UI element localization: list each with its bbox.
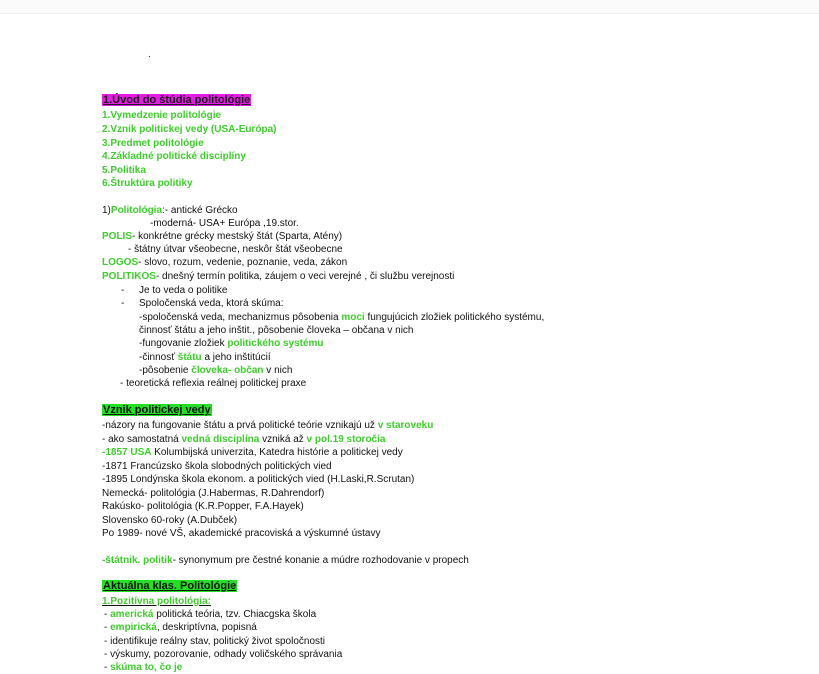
bullet-dash: - (121, 285, 125, 296)
statnik-line (102, 554, 469, 567)
pozitivna-line (104, 608, 316, 621)
vznik-line: -1871 Francúzsko škola slobodných politických vied (102, 461, 332, 472)
term-vedna-disciplina: vedná disciplína (181, 434, 260, 445)
reflexia-line: - teoretická reflexia reálnej politickej praxe (120, 378, 307, 389)
term-politologia: Politológia (110, 205, 163, 216)
text: - (104, 622, 111, 633)
pozitivna-line (104, 621, 257, 634)
section1-item: 3.Predmet politológie (102, 138, 204, 149)
section1-item: 4.Základné politické disciplíny (102, 151, 246, 162)
section1-item: 5.Politika (102, 165, 146, 176)
text: politická teória, tzv. Chiacgska škola (153, 609, 317, 620)
section3-title: Aktuálna klas. Politológie (103, 580, 237, 592)
text: - konkrétne grécky mestský štát (Sparta, Atény) (132, 231, 343, 242)
bullet-dash: - (121, 298, 125, 309)
text: vzniká až (259, 434, 307, 445)
section1-item: 6.Štruktúra politiky (102, 178, 193, 189)
term-cloveka-obcan: človeka- občan (191, 365, 264, 376)
section2-heading (102, 404, 212, 417)
term-empiricka: empirická (110, 622, 157, 633)
text: - synonymum pre čestné konanie a múdre rozhodovanie v propech (172, 555, 469, 566)
text: a jeho inštitúcií (201, 352, 271, 363)
skuma-line (139, 364, 292, 377)
skuma-line (139, 311, 544, 324)
text: - dnešný termín politika, záujem o veci verejné , či službu verejnosti (155, 271, 455, 282)
text: -názory na fungovanie štátu a prvá politické teórie vznikajú už (102, 420, 378, 431)
bullet-line: Spoločenská veda, ktorá skúma: (139, 298, 284, 309)
subtitle-pozitivna: 1.Pozitívna politológia: (102, 596, 211, 607)
text: , deskriptívna, popisná (156, 622, 257, 633)
logos-line (102, 256, 347, 269)
term-politikos: POLITIKOS (102, 271, 156, 282)
polis-line (102, 230, 342, 243)
section1-item: 1.Vymedzenie politológie (102, 110, 222, 121)
text: - (104, 662, 111, 673)
text: Kolumbijská univerzita, Katedra histórie a politickej vedy (151, 447, 403, 458)
vznik-line: Slovensko 60-roky (A.Dubček) (102, 515, 238, 526)
text: 1) (102, 205, 111, 216)
term-moci: moci (341, 312, 365, 323)
vznik-line: Po 1989- nové VŠ, akademické pracoviská a výskumné ústavy (102, 528, 381, 539)
term-staroveku: v staroveku (377, 420, 434, 431)
vznik-line: Nemecká- politológia (J.Habermas, R.Dahrendorf) (102, 488, 325, 499)
pozitivna-line: - výskumy, pozorovanie, odhady voličského správania (104, 649, 343, 660)
text: - slovo, rozum, vedenie, poznanie, veda, zákon (138, 257, 348, 268)
vznik-line: -1895 Londýnska škola ekonom. a politických vied (H.Laski,R.Scrutan) (102, 474, 415, 485)
text: - ako samostatná (102, 434, 182, 445)
vznik-line (102, 419, 433, 432)
term-americka: americká (110, 609, 154, 620)
vznik-line (102, 446, 403, 459)
section3-heading (102, 580, 237, 593)
term-1857-usa: -1857 USA (102, 447, 152, 458)
stray-dot: . (148, 49, 151, 60)
section3-subtitle (102, 595, 211, 608)
term-polis: POLIS (102, 231, 133, 242)
politikos-line (102, 270, 454, 283)
section1-title: 1.Úvod do štúdia politológie (103, 94, 251, 106)
moderna-line: -moderná- USA+ Európa ,19.stor. (150, 218, 299, 229)
text: -činnosť (139, 352, 178, 363)
text: -spoločenská veda, mechanizmus pôsobenia (139, 312, 342, 323)
pozitivna-line (104, 661, 182, 674)
text: :- antické Grécko (162, 205, 238, 216)
text: - (104, 609, 111, 620)
section2-title: Vznik politickej vedy (103, 404, 211, 416)
skuma-line (139, 351, 271, 364)
skuma-line: činnosť štátu a jeho inštit., pôsobenie človeka – občana v nich (139, 325, 414, 336)
text: -pôsobenie (139, 365, 192, 376)
term-logos: LOGOS (102, 257, 139, 268)
section1-item: 2.Vznik politickej vedy (USA-Európa) (102, 124, 277, 135)
skuma-line (139, 337, 324, 350)
vznik-line: Rakúsko- politológia (K.R.Popper, F.A.Hayek) (102, 501, 304, 512)
term-politicky-system: politického systému (227, 338, 324, 349)
text: v nich (263, 365, 293, 376)
bullet-line: Je to veda o politike (139, 285, 228, 296)
term-skuma-to-co-je: skúma to, čo je (110, 662, 183, 673)
pozitivna-line: - identifikuje reálny stav, politický život spoločnosti (104, 636, 326, 647)
term-19-storocie: v pol.19 storočia (306, 434, 386, 445)
text: -fungovanie zložiek (139, 338, 228, 349)
politologia-line (102, 204, 238, 217)
text: fungujúcich zložiek politického systému, (364, 312, 545, 323)
section1-heading (102, 94, 251, 107)
vznik-line (102, 433, 385, 446)
term-statnik-politik: -štátnik. politik (102, 555, 173, 566)
document-top-bar (0, 0, 819, 14)
polis-sub-line: - štátny útvar všeobecne, neskôr štát všeobecne (128, 244, 343, 255)
term-statu: štátu (177, 352, 202, 363)
